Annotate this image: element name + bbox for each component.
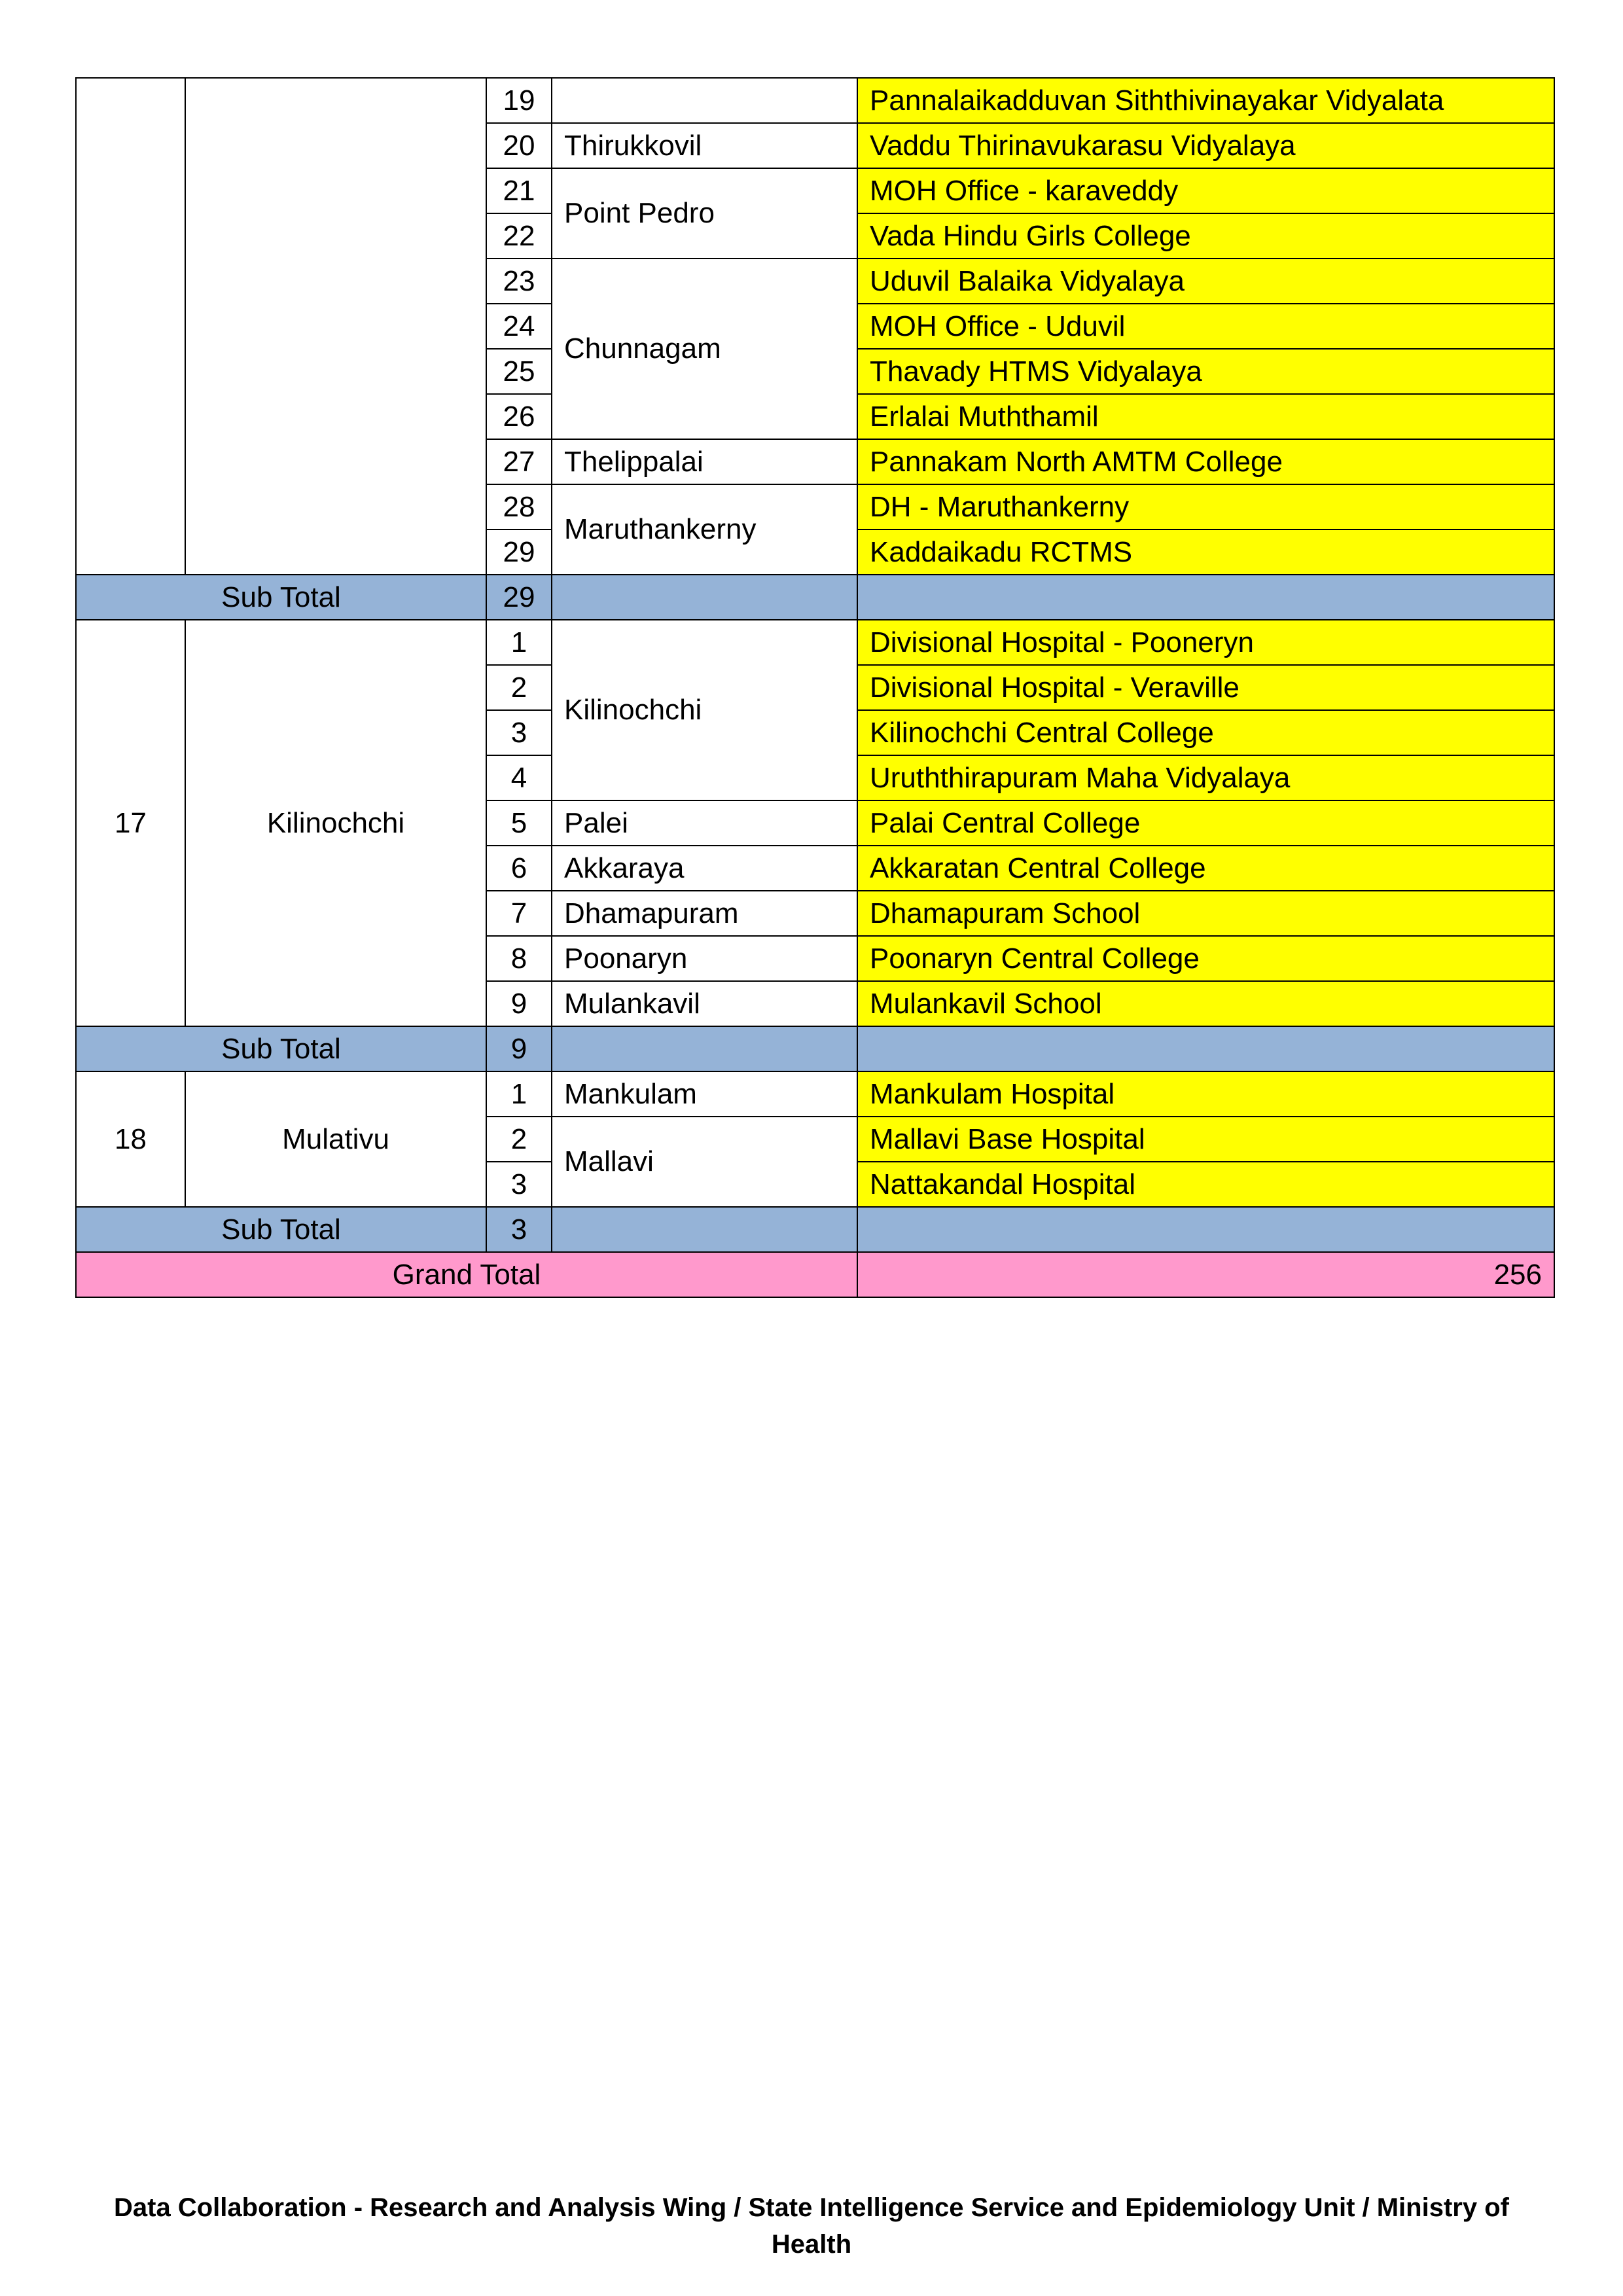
moh-area-cell: Palei	[552, 800, 857, 846]
site-cell: Kaddaikadu RCTMS	[857, 529, 1554, 575]
site-cell: MOH Office - karaveddy	[857, 168, 1554, 213]
moh-area-cell	[552, 78, 857, 123]
site-cell: Vada Hindu Girls College	[857, 213, 1554, 259]
table-row	[76, 620, 1554, 665]
site-cell: Akkaratan Central College	[857, 846, 1554, 891]
moh-area-cell: Thirukkovil	[552, 123, 857, 168]
moh-area-cell: Point Pedro	[552, 168, 857, 259]
moh-area-cell: Mankulam	[552, 1071, 857, 1117]
site-cell: Vaddu Thirinavukarasu Vidyalaya	[857, 123, 1554, 168]
site-cell: MOH Office - Uduvil	[857, 304, 1554, 349]
count-cell: 2	[486, 1117, 552, 1162]
district-no-cell: 18	[76, 1071, 185, 1207]
site-cell: Mankulam Hospital	[857, 1071, 1554, 1117]
table-row	[76, 78, 1554, 123]
grand-total-row	[76, 1252, 1554, 1297]
subtotal-label: Sub Total	[76, 575, 486, 620]
moh-area-cell: Thelippalai	[552, 439, 857, 484]
moh-area-cell: Poonaryn	[552, 936, 857, 981]
moh-area-cell: Kilinochchi	[552, 620, 857, 800]
moh-area-cell: Maruthankerny	[552, 484, 857, 575]
site-cell: Divisional Hospital - Pooneryn	[857, 620, 1554, 665]
site-cell: Divisional Hospital - Veraville	[857, 665, 1554, 710]
site-cell: Erlalai Muththamil	[857, 394, 1554, 439]
subtotal-row	[76, 575, 1554, 620]
subtotal-empty-cell	[552, 1026, 857, 1071]
count-cell: 24	[486, 304, 552, 349]
subtotal-empty-cell	[857, 575, 1554, 620]
count-cell: 19	[486, 78, 552, 123]
count-cell: 4	[486, 755, 552, 800]
site-cell: Thavady HTMS Vidyalaya	[857, 349, 1554, 394]
district-name-cell: Mulativu	[185, 1071, 486, 1207]
count-cell: 27	[486, 439, 552, 484]
grand-total-value: 256	[857, 1252, 1554, 1297]
subtotal-empty-cell	[552, 1207, 857, 1252]
subtotal-value: 9	[486, 1026, 552, 1071]
testing-sites-table	[75, 77, 1555, 1298]
site-cell: Poonaryn Central College	[857, 936, 1554, 981]
site-cell: Mallavi Base Hospital	[857, 1117, 1554, 1162]
moh-area-cell: Mulankavil	[552, 981, 857, 1026]
site-cell: Mulankavil School	[857, 981, 1554, 1026]
count-cell: 8	[486, 936, 552, 981]
count-cell: 3	[486, 1162, 552, 1207]
count-cell: 25	[486, 349, 552, 394]
count-cell: 1	[486, 1071, 552, 1117]
count-cell: 3	[486, 710, 552, 755]
count-cell: 22	[486, 213, 552, 259]
count-cell: 2	[486, 665, 552, 710]
subtotal-value: 3	[486, 1207, 552, 1252]
site-cell: Kilinochchi Central College	[857, 710, 1554, 755]
site-cell: Uruththirapuram Maha Vidyalaya	[857, 755, 1554, 800]
site-cell: Uduvil Balaika Vidyalaya	[857, 259, 1554, 304]
district-name-cell: Kilinochchi	[185, 620, 486, 1026]
count-cell: 1	[486, 620, 552, 665]
count-cell: 28	[486, 484, 552, 529]
count-cell: 21	[486, 168, 552, 213]
site-cell: DH - Maruthankerny	[857, 484, 1554, 529]
count-cell: 6	[486, 846, 552, 891]
site-cell: Pannakam North AMTM College	[857, 439, 1554, 484]
district-no-cell: 17	[76, 620, 185, 1026]
count-cell: 29	[486, 529, 552, 575]
subtotal-label: Sub Total	[76, 1026, 486, 1071]
count-cell: 9	[486, 981, 552, 1026]
grand-total-label: Grand Total	[76, 1252, 857, 1297]
site-cell: Palai Central College	[857, 800, 1554, 846]
moh-area-cell: Mallavi	[552, 1117, 857, 1207]
count-cell: 7	[486, 891, 552, 936]
count-cell: 23	[486, 259, 552, 304]
subtotal-empty-cell	[857, 1207, 1554, 1252]
page-footer: Data Collaboration - Research and Analysis Wing / State Intelligence Service and Epidemiology Unit / Ministry of Health	[114, 2193, 1509, 2259]
table-row	[76, 1071, 1554, 1117]
count-cell: 26	[486, 394, 552, 439]
subtotal-value: 29	[486, 575, 552, 620]
subtotal-label: Sub Total	[76, 1207, 486, 1252]
district-name-cell	[185, 78, 486, 575]
site-cell: Dhamapuram School	[857, 891, 1554, 936]
count-cell: 5	[486, 800, 552, 846]
subtotal-row	[76, 1026, 1554, 1071]
count-cell: 20	[486, 123, 552, 168]
moh-area-cell: Dhamapuram	[552, 891, 857, 936]
moh-area-cell: Chunnagam	[552, 259, 857, 439]
subtotal-row	[76, 1207, 1554, 1252]
moh-area-cell: Akkaraya	[552, 846, 857, 891]
site-cell: Pannalaikadduvan Siththivinayakar Vidyalata	[857, 78, 1554, 123]
site-cell: Nattakandal Hospital	[857, 1162, 1554, 1207]
subtotal-empty-cell	[857, 1026, 1554, 1071]
district-no-cell	[76, 78, 185, 575]
subtotal-empty-cell	[552, 575, 857, 620]
